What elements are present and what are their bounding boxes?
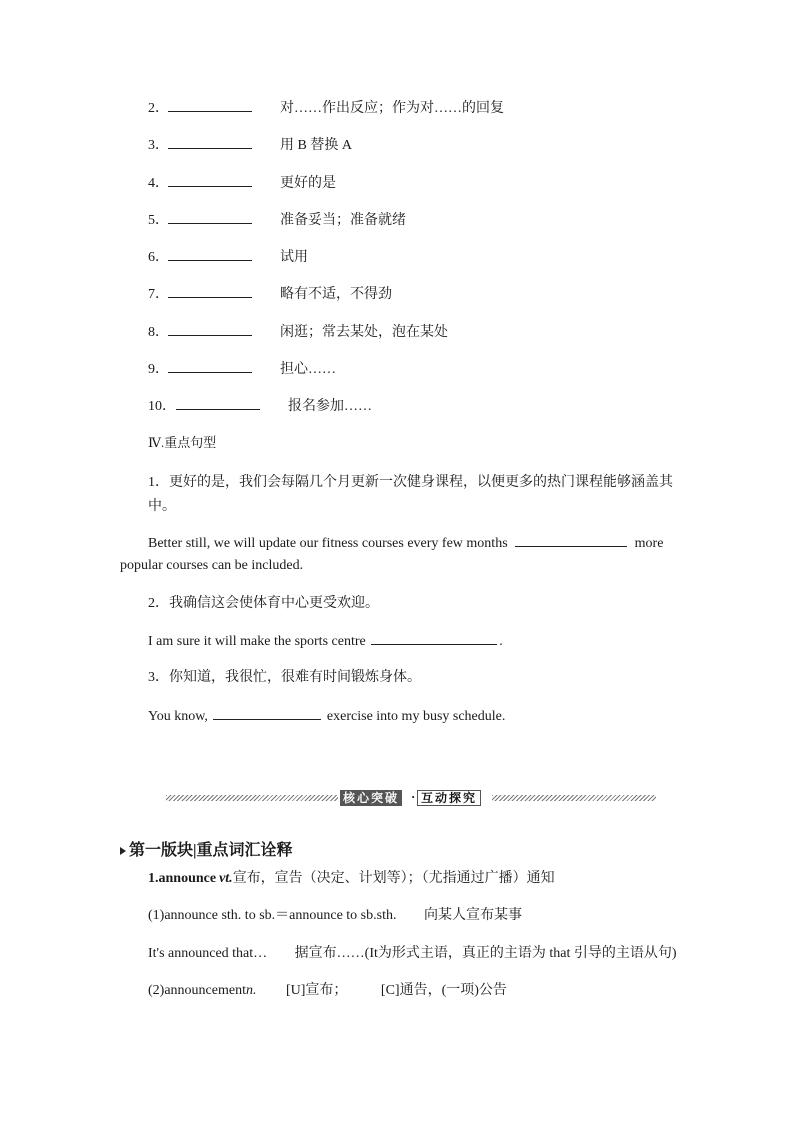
- phrase-item: [148, 247, 308, 267]
- banner-hatch-left: [166, 795, 338, 801]
- vocab-definition: 宣布，宣告（决定、计划等）；（尤指通过广播）通知: [232, 871, 555, 886]
- usage-english: (2)announcement: [148, 983, 246, 998]
- answer-blank[interactable]: [168, 247, 252, 261]
- usage-uncountable: [U]宣布；: [285, 983, 348, 998]
- sentence-3-chinese: 3．你知道，我很忙，很难有时间锻炼身体。: [148, 670, 421, 685]
- item-number: 7．: [148, 287, 169, 302]
- sentence-text: Better still, we will update our fitness courses every few months: [148, 536, 508, 551]
- phrase-item: [148, 173, 336, 193]
- answer-blank[interactable]: [168, 135, 252, 149]
- answer-blank[interactable]: [213, 706, 321, 720]
- answer-blank[interactable]: [371, 631, 497, 645]
- item-number: 10．: [148, 399, 176, 414]
- answer-blank[interactable]: [168, 322, 252, 336]
- section-title: [120, 837, 293, 860]
- sentence-2-chinese: 2．我确信这会使体育中心更受欢迎。: [148, 596, 379, 611]
- answer-blank[interactable]: [168, 284, 252, 298]
- sentence-3-english: [148, 706, 505, 727]
- answer-blank[interactable]: [168, 98, 252, 112]
- phrase-meaning: 试用: [280, 250, 308, 265]
- phrase-meaning: 略有不适，不得劲: [280, 287, 392, 302]
- item-number: 4．: [148, 176, 169, 191]
- phrase-meaning: 更好的是: [280, 176, 336, 191]
- vocab-headword-line: [148, 869, 555, 889]
- phrase-item: [148, 322, 448, 342]
- item-number: 3．: [148, 138, 169, 153]
- usage-countable: [C]通告，(一项)公告: [380, 983, 507, 998]
- item-number: 2．: [148, 101, 169, 116]
- item-number: 6．: [148, 250, 169, 265]
- section-banner: [166, 789, 656, 807]
- phrase-meaning: 准备妥当；准备就绪: [280, 213, 406, 228]
- sentence-text: .: [499, 634, 503, 649]
- banner-dot: ·: [411, 789, 416, 804]
- banner-hatch-right: [492, 795, 656, 801]
- sentence-text: 1．更好的是，我们会每隔几个月更新一次健身课程，以便更多的热门课程能够涵盖其中。: [148, 475, 673, 514]
- section-heading: Ⅳ.重点句型: [148, 435, 217, 450]
- phrase-meaning: 担心……: [280, 362, 336, 377]
- vocab-pos: vt.: [219, 871, 233, 886]
- vocab-word: 1.announce: [148, 871, 217, 886]
- sentence-2-english: [148, 631, 503, 652]
- answer-blank[interactable]: [515, 533, 627, 547]
- phrase-meaning: 用 B 替换 A: [280, 138, 352, 153]
- answer-blank[interactable]: [168, 173, 252, 187]
- phrase-meaning: 对……作出反应；作为对……的回复: [280, 101, 504, 116]
- item-number: 8．: [148, 325, 169, 340]
- answer-blank[interactable]: [168, 359, 252, 373]
- usage-pos: n.: [245, 983, 257, 998]
- sentence-text: more: [634, 536, 664, 551]
- answer-blank[interactable]: [176, 396, 260, 410]
- sentence-1-english-cont: popular courses can be included.: [120, 558, 304, 573]
- sentence-1-english: [148, 533, 675, 554]
- vocab-usage-1: [148, 906, 522, 926]
- usage-english: (1)announce sth. to sb.＝announce to sb.sth.: [148, 908, 397, 923]
- phrase-meaning: 报名参加……: [288, 399, 372, 414]
- phrase-item: [148, 359, 336, 379]
- answer-blank[interactable]: [168, 210, 252, 224]
- sentence-text: You know,: [148, 709, 208, 724]
- phrase-item: [148, 284, 392, 304]
- vocab-usage-3: [148, 981, 507, 1001]
- phrase-item: [148, 98, 504, 118]
- phrase-meaning: 闲逛；常去某处，泡在某处: [280, 325, 448, 340]
- sentence-1-chinese: [148, 471, 678, 519]
- usage-chinese: 向某人宣布某事: [423, 908, 522, 923]
- section-title-text: 第一版块|重点词汇诠释: [129, 842, 293, 859]
- vocab-usage-2: [148, 944, 677, 964]
- usage-english: It's announced that…: [148, 946, 268, 961]
- banner-label-explore: 互动探究: [417, 790, 481, 806]
- sentence-text: I am sure it will make the sports centre: [148, 634, 366, 649]
- item-number: 9．: [148, 362, 169, 377]
- phrase-item: [148, 210, 406, 230]
- sentence-text: exercise into my busy schedule.: [326, 709, 506, 724]
- item-number: 5．: [148, 213, 169, 228]
- phrase-item: [148, 396, 372, 416]
- usage-chinese: 据宣布……(It为形式主语，真正的主语为 that 引导的主语从句): [294, 946, 677, 961]
- triangle-bullet-icon: [120, 847, 126, 855]
- banner-label-core: 核心突破: [340, 790, 402, 806]
- phrase-item: [148, 135, 352, 155]
